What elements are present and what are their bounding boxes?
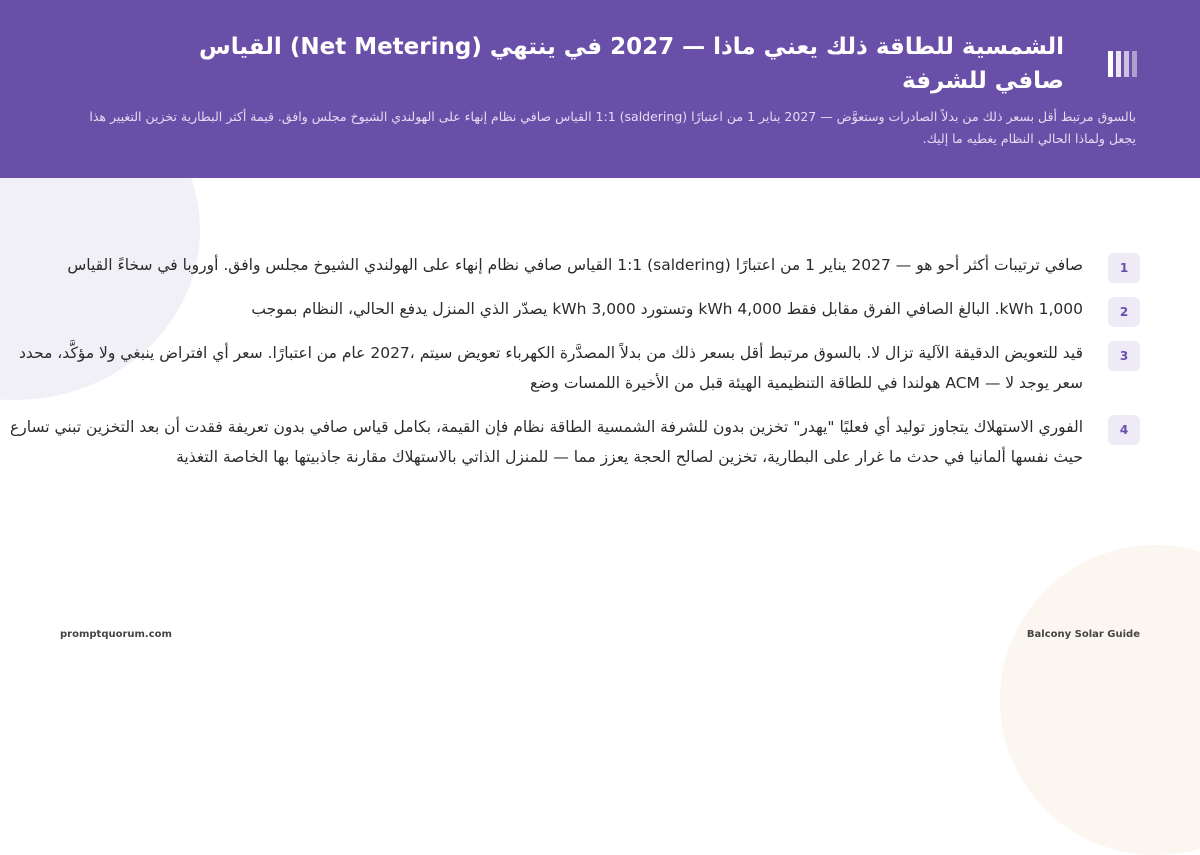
item-number-badge: 2 — [1108, 297, 1140, 327]
footer-guide-label: Balcony Solar Guide — [1026, 629, 1140, 640]
list-item-1 — [0, 250, 1200, 280]
footer-site-label: promptquorum.com — [60, 629, 172, 640]
page-title: الشمسية للطاقة ذلك يعني ماذا — 2027 في ينتهي (Net Metering) القياس صافي للشرفة — [198, 34, 1064, 94]
list-item-2 — [0, 294, 1200, 324]
page-subtitle: بالسوق مرتبط أقل بسعر ذلك من بدلاً الصادرات وستعوَّض — 2027 يناير 1 من اعتبارًا (saldering) 1:1 القياس صافي نظام إنهاء على الهولندي الشيوخ مجلس وافق. قيمة أكثر البطارية تخزين التغيير هذا يجعل ولماذا الحالي النظام يغطيه ما إليك. — [89, 109, 1136, 146]
header-banner — [0, 0, 1200, 178]
item-text: 1,000 kWh. البالغ الصافي الفرق مقابل فقط 4,000 kWh وتستورد 3,000 kWh يصدّر الذي المنزل يدفع الحالي، النظام بموجب — [251, 300, 1083, 318]
bars-logo-icon — [1108, 51, 1140, 77]
numbered-list — [0, 250, 1200, 472]
list-item-3 — [0, 338, 1200, 398]
decorative-circle-right — [1000, 545, 1200, 855]
item-text: صافي ترتيبات أكثر أحو هو — 2027 يناير 1 من اعتبارًا (saldering) 1:1 القياس صافي نظام إنهاء على الهولندي الشيوخ مجلس وافق. أوروبا في سخاءً القياس — [67, 256, 1083, 274]
list-item-4 — [0, 412, 1200, 472]
item-number-badge: 1 — [1108, 253, 1140, 283]
item-number-badge: 3 — [1108, 341, 1140, 371]
item-text: قيد للتعويض الدقيقة الآلية تزال لا. بالسوق مرتبط أقل بسعر ذلك من بدلاً المصدَّرة الكهرباء تعويض سيتم ،2027 عام من اعتبارًا. سعر أي افتراض ينبغي ولا مؤكَّد، محدد سعر يوجد لا — ACM هولندا في للطاقة التنظيمية الهيئة قبل من الأخيرة اللمسات وضع — [19, 344, 1083, 392]
item-text: الفوري الاستهلاك يتجاوز توليد أي فعليًا "يهدر" تخزين بدون للشرفة الشمسية الطاقة نظام فإن القيمة، بكامل قياس صافي بدون تعريفة فقدت أن بعد التخزين تبني تسارع حيث نفسها ألمانيا في حدث ما غرار على البطارية، تخزين لصالح الحجة يعزز مما — للمنزل الذاتي بالاستهلاك مقارنة جاذبيتها بها الخاصة التغذية — [9, 418, 1083, 466]
item-number-badge: 4 — [1108, 415, 1140, 445]
